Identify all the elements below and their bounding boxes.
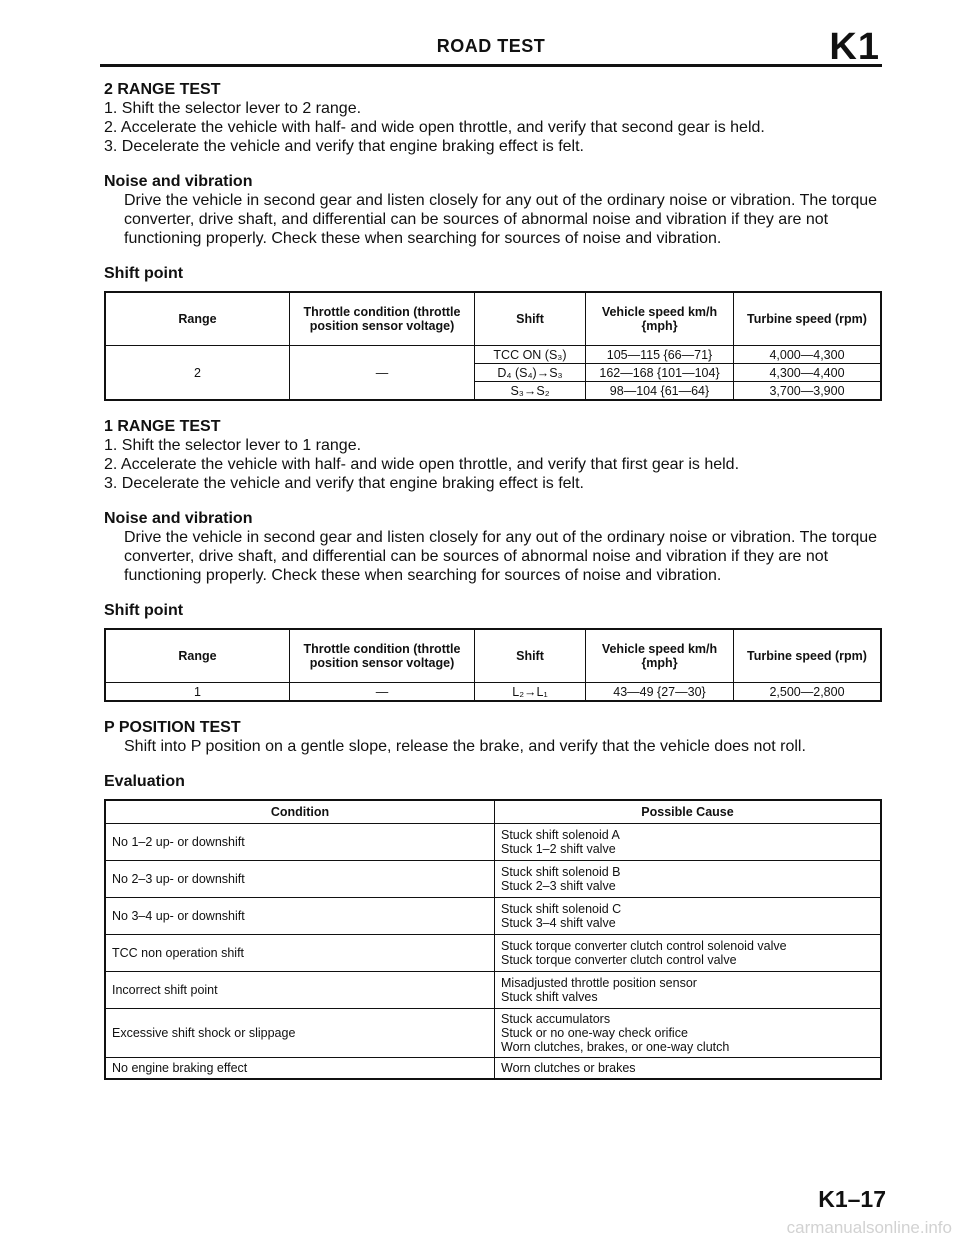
table-row [105, 898, 881, 935]
cell-turbine: 4,000—4,300 [734, 346, 882, 364]
col-turbine: Turbine speed (rpm) [734, 292, 882, 346]
range2-step-2: 2. Accelerate the vehicle with half- and wide open throttle, and verify that second gear is held. [104, 119, 765, 136]
cell-cause [495, 972, 882, 1009]
col-shift: Shift [475, 629, 586, 683]
page-content [104, 80, 884, 1080]
col-throttle: Throttle condition (throttle position sensor voltage) [290, 292, 475, 346]
cell-turbine: 3,700—3,900 [734, 382, 882, 401]
range2-shift-table [104, 291, 882, 401]
cell-condition: TCC non operation shift [105, 935, 495, 972]
range2-step-1: 1. Shift the selector lever to 2 range. [104, 100, 362, 117]
cell-throttle: — [290, 683, 475, 702]
evaluation-table [104, 799, 882, 1080]
range1-step-2: 2. Accelerate the vehicle with half- and wide open throttle, and verify that first gear is held. [104, 456, 740, 473]
col-throttle: Throttle condition (throttle position sensor voltage) [290, 629, 475, 683]
cause-line: Stuck shift solenoid A [501, 828, 620, 842]
cell-cause [495, 1058, 882, 1080]
cell-shift: D₄ (S₄)→S₃ [475, 364, 586, 382]
table-row [105, 824, 881, 861]
range1-steps [104, 436, 884, 493]
page-header [100, 28, 882, 67]
cell-speed: 98—104 {61—64} [586, 382, 734, 401]
col-speed: Vehicle speed km/h {mph} [586, 629, 734, 683]
range2-noise-text: Drive the vehicle in second gear and listen closely for any out of the ordinary noise or vibration. The torque converter, drive shaft, and differential can be sources of abnormal noise and vibration if they are not functioning properly. Check these when searching for sources of noise and vibration. [124, 192, 878, 247]
cause-line: Stuck 1–2 shift valve [501, 842, 616, 856]
col-speed: Vehicle speed km/h {mph} [586, 292, 734, 346]
cell-condition: No 3–4 up- or downshift [105, 898, 495, 935]
watermark: carmanualsonline.info [786, 1218, 952, 1237]
table-row [105, 972, 881, 1009]
range1-noise-heading: Noise and vibration [104, 510, 253, 527]
cell-condition: No 1–2 up- or downshift [105, 824, 495, 861]
cell-shift: TCC ON (S₃) [475, 346, 586, 364]
range2-heading: 2 RANGE TEST [104, 81, 221, 98]
cell-turbine: 4,300—4,400 [734, 364, 882, 382]
range1-step-1: 1. Shift the selector lever to 1 range. [104, 437, 362, 454]
section-code: K1 [829, 26, 880, 68]
cause-line: Stuck shift solenoid C [501, 902, 622, 916]
cell-shift: S₃→S₂ [475, 382, 586, 401]
table-header-row [105, 800, 881, 824]
range1-shift-table [104, 628, 882, 702]
col-cause: Possible Cause [495, 800, 882, 824]
cell-speed: 105—115 {66—71} [586, 346, 734, 364]
cell-condition: No engine braking effect [105, 1058, 495, 1080]
cause-line: Stuck torque converter clutch control valve [501, 953, 737, 967]
cause-line: Stuck accumulators [501, 1012, 611, 1026]
cause-line: Worn clutches, brakes, or one-way clutch [501, 1040, 730, 1054]
cause-line: Stuck 3–4 shift valve [501, 916, 616, 930]
range1-shift-heading: Shift point [104, 602, 184, 619]
table-row [105, 861, 881, 898]
cell-condition: No 2–3 up- or downshift [105, 861, 495, 898]
cell-cause [495, 861, 882, 898]
table-row [105, 935, 881, 972]
page-number: K1–17 [818, 1186, 886, 1212]
cell-cause [495, 824, 882, 861]
table-row [105, 1058, 881, 1080]
range1-noise-text: Drive the vehicle in second gear and listen closely for any out of the ordinary noise or vibration. The torque converter, drive shaft, and differential can be sources of abnormal noise and vibration if they are not functioning properly. Check these when searching for sources of noise and vibration. [124, 529, 878, 584]
cell-cause [495, 898, 882, 935]
cause-line: Stuck 2–3 shift valve [501, 879, 616, 893]
cell-cause [495, 1009, 882, 1058]
table-row [105, 1009, 881, 1058]
cell-range: 1 [105, 683, 290, 702]
col-shift: Shift [475, 292, 586, 346]
table-header-row [105, 292, 881, 346]
cause-line: Worn clutches or brakes [501, 1061, 636, 1075]
cell-condition: Excessive shift shock or slippage [105, 1009, 495, 1058]
range1-step-3: 3. Decelerate the vehicle and verify that engine braking effect is felt. [104, 475, 584, 492]
cell-speed: 43—49 {27—30} [586, 683, 734, 702]
cell-speed: 162—168 {101—104} [586, 364, 734, 382]
cell-shift: L₂→L₁ [475, 683, 586, 702]
cell-cause [495, 935, 882, 972]
range2-steps [104, 99, 884, 156]
col-range: Range [105, 629, 290, 683]
cell-condition: Incorrect shift point [105, 972, 495, 1009]
evaluation-heading: Evaluation [104, 773, 185, 790]
cause-line: Stuck shift valves [501, 990, 598, 1004]
table-row [105, 346, 881, 364]
cell-range: 2 [105, 346, 290, 401]
range2-step-3: 3. Decelerate the vehicle and verify that engine braking effect is felt. [104, 138, 584, 155]
col-range: Range [105, 292, 290, 346]
p-position-text: Shift into P position on a gentle slope, release the brake, and verify that the vehicle does not roll. [124, 738, 806, 755]
range1-heading: 1 RANGE TEST [104, 418, 221, 435]
cause-line: Stuck shift solenoid B [501, 865, 621, 879]
col-turbine: Turbine speed (rpm) [734, 629, 882, 683]
cause-line: Stuck or no one-way check orifice [501, 1026, 688, 1040]
cause-line: Misadjusted throttle position sensor [501, 976, 697, 990]
cause-line: Stuck torque converter clutch control solenoid valve [501, 939, 787, 953]
p-position-heading: P POSITION TEST [104, 719, 241, 736]
col-condition: Condition [105, 800, 495, 824]
range2-noise-heading: Noise and vibration [104, 173, 253, 190]
table-row [105, 683, 881, 702]
page-title: ROAD TEST [436, 36, 546, 56]
range2-shift-heading: Shift point [104, 265, 184, 282]
table-header-row [105, 629, 881, 683]
cell-turbine: 2,500—2,800 [734, 683, 882, 702]
cell-throttle: — [290, 346, 475, 401]
